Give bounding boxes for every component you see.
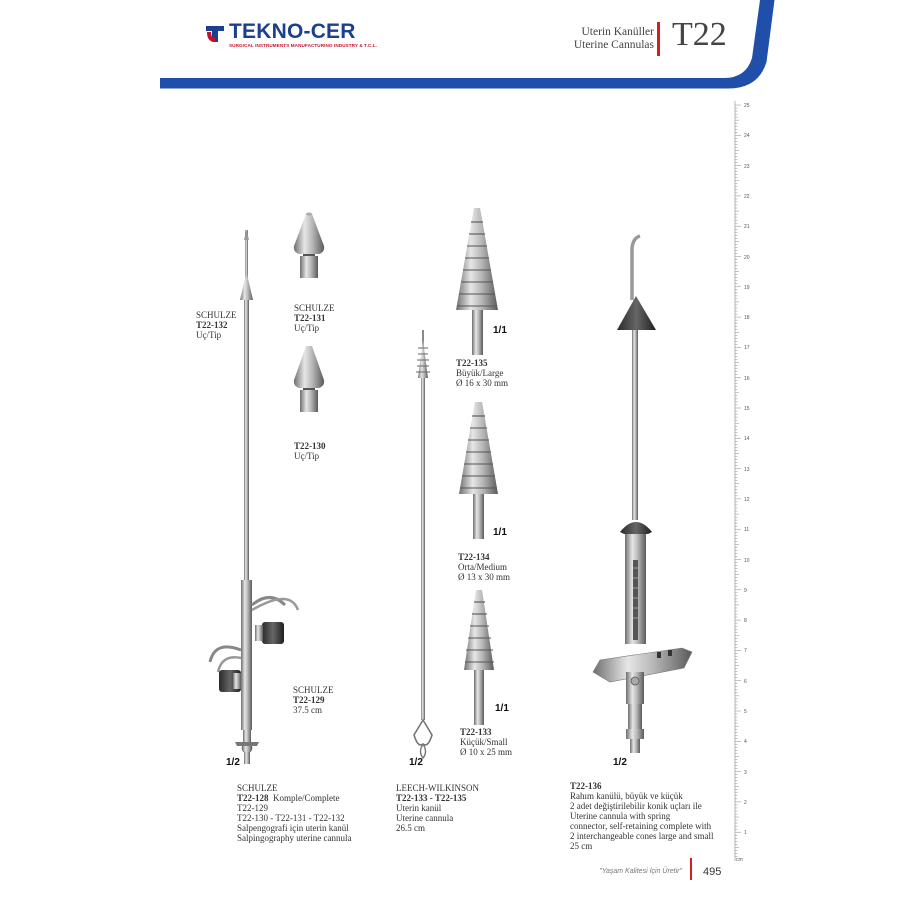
ruler-label: 8: [744, 618, 747, 625]
label-t22-129: [293, 685, 334, 715]
scale-badge-leech: 1/2: [409, 757, 423, 768]
t22-128-line: T22-130 - T22-131 - T22-132: [237, 813, 345, 823]
category-title-tr: Uterin Kanüller: [581, 26, 654, 38]
tip-t22-130-drawing: [294, 346, 324, 412]
ruler-label: 23: [744, 163, 750, 170]
scale-badge-t22-135: 1/1: [493, 325, 507, 336]
t22-128-line: T22-129: [237, 803, 268, 813]
scale-badge-t22-133: 1/1: [495, 703, 509, 714]
t22-132-brand: SCHULZE: [196, 310, 237, 320]
ruler-label: 5: [744, 709, 747, 715]
label-t22-132: [196, 310, 237, 340]
leech-line: Uterine cannula: [396, 813, 454, 823]
cone-t22-134-drawing: [459, 402, 498, 539]
page-number: 495: [703, 866, 722, 878]
ruler-ticks: [734, 101, 748, 861]
t22-128-line: Salpengografi için uterin kanül: [237, 823, 349, 833]
t22-131-code: T22-131: [294, 313, 326, 323]
label-t22-128: [237, 783, 351, 843]
t22-134-size: Ø 13 x 30 mm: [458, 572, 511, 582]
ruler-label: 20: [744, 254, 750, 261]
ruler-label: 14: [744, 436, 750, 443]
ruler-label: 4: [744, 739, 747, 746]
t22-129-code: T22-129: [293, 695, 325, 705]
ruler-label: 3: [744, 769, 747, 776]
ruler-label: 13: [744, 466, 750, 473]
t22-129-brand: SCHULZE: [293, 685, 334, 695]
leech-wilkinson-cannula-drawing: [414, 330, 432, 758]
label-t22-134: [458, 552, 510, 582]
measurement-ruler: [734, 101, 748, 861]
category-title-en: Uterine Cannulas: [573, 39, 654, 51]
t22-134-desc: Orta/Medium: [458, 562, 507, 572]
t22-136-line: Rahım kanülü, büyük ve küçük: [570, 791, 683, 801]
t22-128-brand: SCHULZE: [237, 783, 278, 793]
t22-136-line: connector, self-retaining complete with: [570, 821, 712, 831]
label-t22-136: [570, 781, 714, 851]
t22-135-code: T22-135: [456, 358, 488, 368]
label-t22-135: [456, 358, 508, 388]
label-leech-wilkinson: [396, 783, 479, 833]
ruler-label: 24: [744, 133, 750, 140]
leech-brand: LEECH-WILKINSON: [396, 783, 479, 793]
t22-136-line: Uterine cannula with spring: [570, 811, 671, 821]
ruler-label: 19: [744, 284, 750, 291]
t22-130-desc: Uç/Tip: [294, 451, 320, 461]
ruler-label: 7: [744, 648, 747, 655]
cone-t22-135-drawing: [456, 208, 498, 355]
page-code: T22: [672, 16, 727, 53]
t22-135-desc: Büyük/Large: [456, 368, 504, 378]
t22-134-code: T22-134: [458, 552, 490, 562]
t22-133-size: Ø 10 x 25 mm: [460, 747, 513, 757]
ruler-label: 9: [744, 587, 747, 594]
t22-133-desc: Küçük/Small: [460, 737, 508, 747]
cone-t22-133-drawing: [464, 590, 494, 725]
ruler-label: 1: [744, 830, 747, 837]
t22-128-line: Salpingography uterine cannula: [237, 833, 352, 843]
ruler-unit: cm: [736, 857, 743, 863]
ruler-label: 2: [744, 799, 747, 806]
t22-128-set-label: Komple/Complete: [273, 793, 340, 803]
scale-badge-schulze: 1/2: [226, 757, 240, 768]
ruler-label: 18: [744, 315, 750, 322]
scale-badge-t22-136: 1/2: [613, 757, 627, 768]
label-t22-130: [294, 441, 326, 461]
t22-133-code: T22-133: [460, 727, 492, 737]
brand-tagline: SURGICAL INSTRUMENTS MANUFACTURING INDUSTRY & T.C.L.: [229, 43, 378, 48]
t22-136-line: 25 cm: [570, 841, 593, 851]
ruler-label: 12: [744, 496, 750, 503]
t22-132-desc: Uç/Tip: [196, 330, 222, 340]
label-t22-131: [294, 303, 335, 333]
t22-135-size: Ø 16 x 30 mm: [456, 378, 509, 388]
t22-131-brand: SCHULZE: [294, 303, 335, 313]
ruler-label: 17: [744, 345, 750, 352]
ruler-label: 11: [744, 527, 750, 534]
t22-132-code: T22-132: [196, 320, 228, 330]
ruler-label: 16: [744, 375, 750, 382]
ruler-label: 15: [744, 406, 750, 412]
t22-130-code: T22-130: [294, 441, 326, 451]
t22-129-size: 37.5 cm: [293, 705, 322, 715]
ruler-label: 10: [744, 557, 750, 564]
footer-divider: [690, 858, 692, 880]
ruler-label: 22: [744, 193, 750, 200]
label-t22-133: [460, 727, 512, 757]
cannula-t22-136-drawing: [593, 236, 692, 753]
t22-136-line: 2 interchangeable cones large and small: [570, 831, 714, 841]
leech-line: Uterin kanül: [396, 803, 442, 813]
ruler-label: 25: [744, 103, 750, 109]
leech-code: T22-133 - T22-135: [396, 793, 467, 803]
ruler-label: 21: [744, 224, 750, 231]
t22-131-desc: Uç/Tip: [294, 323, 320, 333]
footer-motto: "Yaşam Kalitesi İçin Üretir": [599, 868, 682, 875]
scale-badge-t22-134: 1/1: [493, 527, 507, 538]
brand-name: TEKNO-CER: [229, 20, 356, 43]
tip-t22-131-drawing: [294, 213, 324, 279]
t22-128-code: T22-128: [237, 793, 269, 803]
t22-136-line: 2 adet değiştirilebilir konik uçları ile: [570, 801, 702, 811]
ruler-label: 6: [744, 678, 747, 685]
t22-136-code: T22-136: [570, 781, 602, 791]
leech-line: 26.5 cm: [396, 823, 425, 833]
